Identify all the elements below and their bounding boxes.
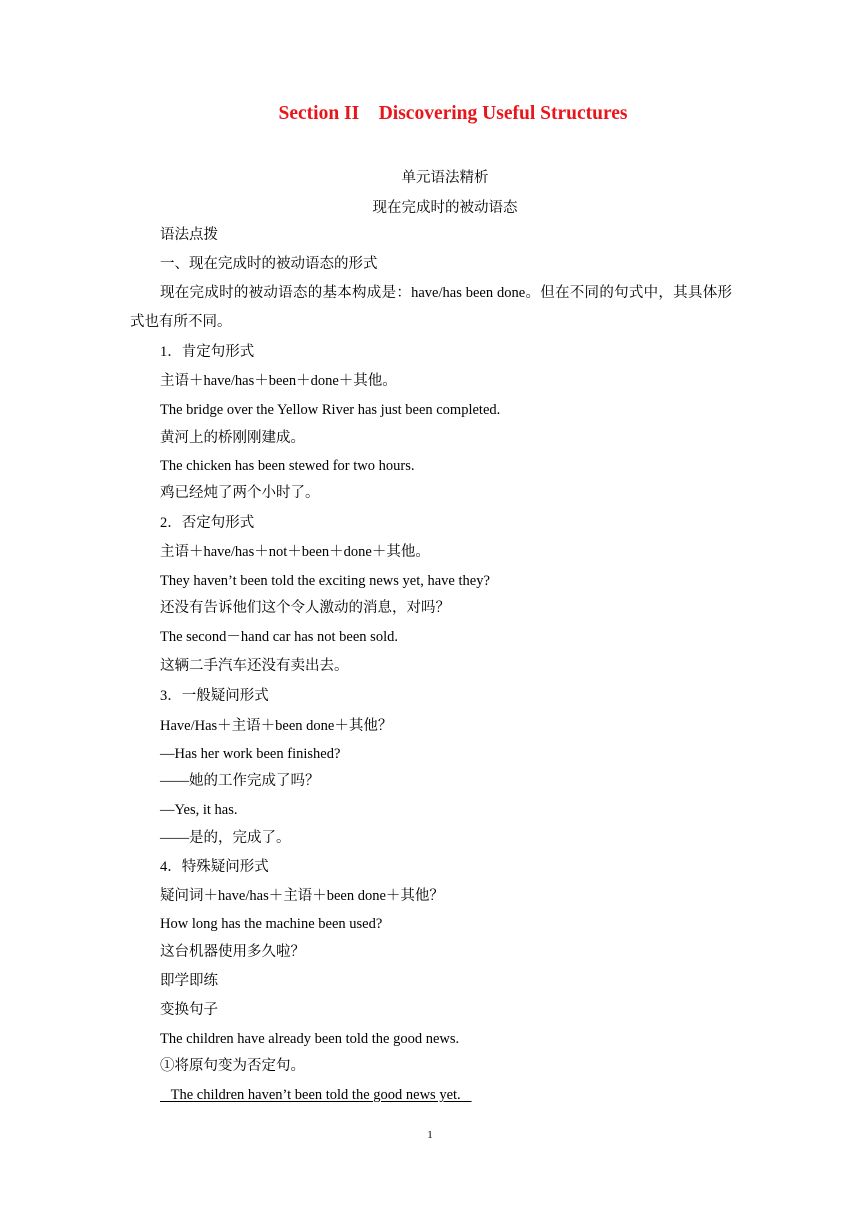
text-line: 4．特殊疑问形式 <box>160 859 269 875</box>
text-line: 主语＋have/has＋not＋been＋done＋其他。 <box>160 544 430 560</box>
text-line: —Yes, it has. <box>160 802 238 818</box>
text-line: —Has her work been finished? <box>160 746 341 762</box>
text-line: The bridge over the Yellow River has just been completed. <box>160 402 501 418</box>
text-line: 黄河上的桥刚刚建成。 <box>160 430 305 446</box>
text-line: How long has the machine been used? <box>160 916 383 932</box>
text-line: They haven’t been told the exciting news yet, have they? <box>160 573 490 589</box>
section-title: Section II Discovering Useful Structures <box>278 103 628 124</box>
text-line: The second－hand car has not been sold. <box>160 629 398 645</box>
text-line: 即学即练 <box>160 973 218 989</box>
section-paragraph: 现在完成时的被动语态的基本构成是：have/has been done。但在不同的句式中，其具体形式也有所不同。 <box>130 285 732 330</box>
intro-label: 语法点拨 <box>160 227 218 243</box>
text-line: 疑问词＋have/has＋主语＋been done＋其他？ <box>160 888 444 904</box>
subheading: 单元语法精析 <box>401 170 489 186</box>
section-heading: 一、现在完成时的被动语态的形式 <box>160 256 378 272</box>
text-line: 鸡已经炖了两个小时了。 <box>160 485 320 501</box>
text-line: The children have already been told the good news. <box>160 1031 460 1047</box>
text-line: ——是的，完成了。 <box>160 830 291 846</box>
text-line: 主语＋have/has＋been＋done＋其他。 <box>160 373 397 389</box>
text-line: 2．否定句形式 <box>160 515 255 531</box>
text-line: 还没有告诉他们这个令人激动的消息，对吗？ <box>160 600 450 616</box>
text-line: 这台机器使用多久啦？ <box>160 944 305 960</box>
page-number: 1 <box>427 1129 433 1141</box>
text-line: 3．一般疑问形式 <box>160 688 269 704</box>
answer-blank: The children haven’t been told the good news yet. <box>160 1087 472 1103</box>
text-line: 变换句子 <box>160 1002 218 1018</box>
text-line: ①将原句变为否定句。 <box>160 1058 305 1074</box>
text-line: 1．肯定句形式 <box>160 344 255 360</box>
text-line: ——她的工作完成了吗？ <box>160 773 320 789</box>
text-line: Have/Has＋主语＋been done＋其他？ <box>160 718 393 734</box>
text-line: The chicken has been stewed for two hours. <box>160 458 415 474</box>
topic-heading: 现在完成时的被动语态 <box>372 200 518 216</box>
text-line: 这辆二手汽车还没有卖出去。 <box>160 658 349 674</box>
